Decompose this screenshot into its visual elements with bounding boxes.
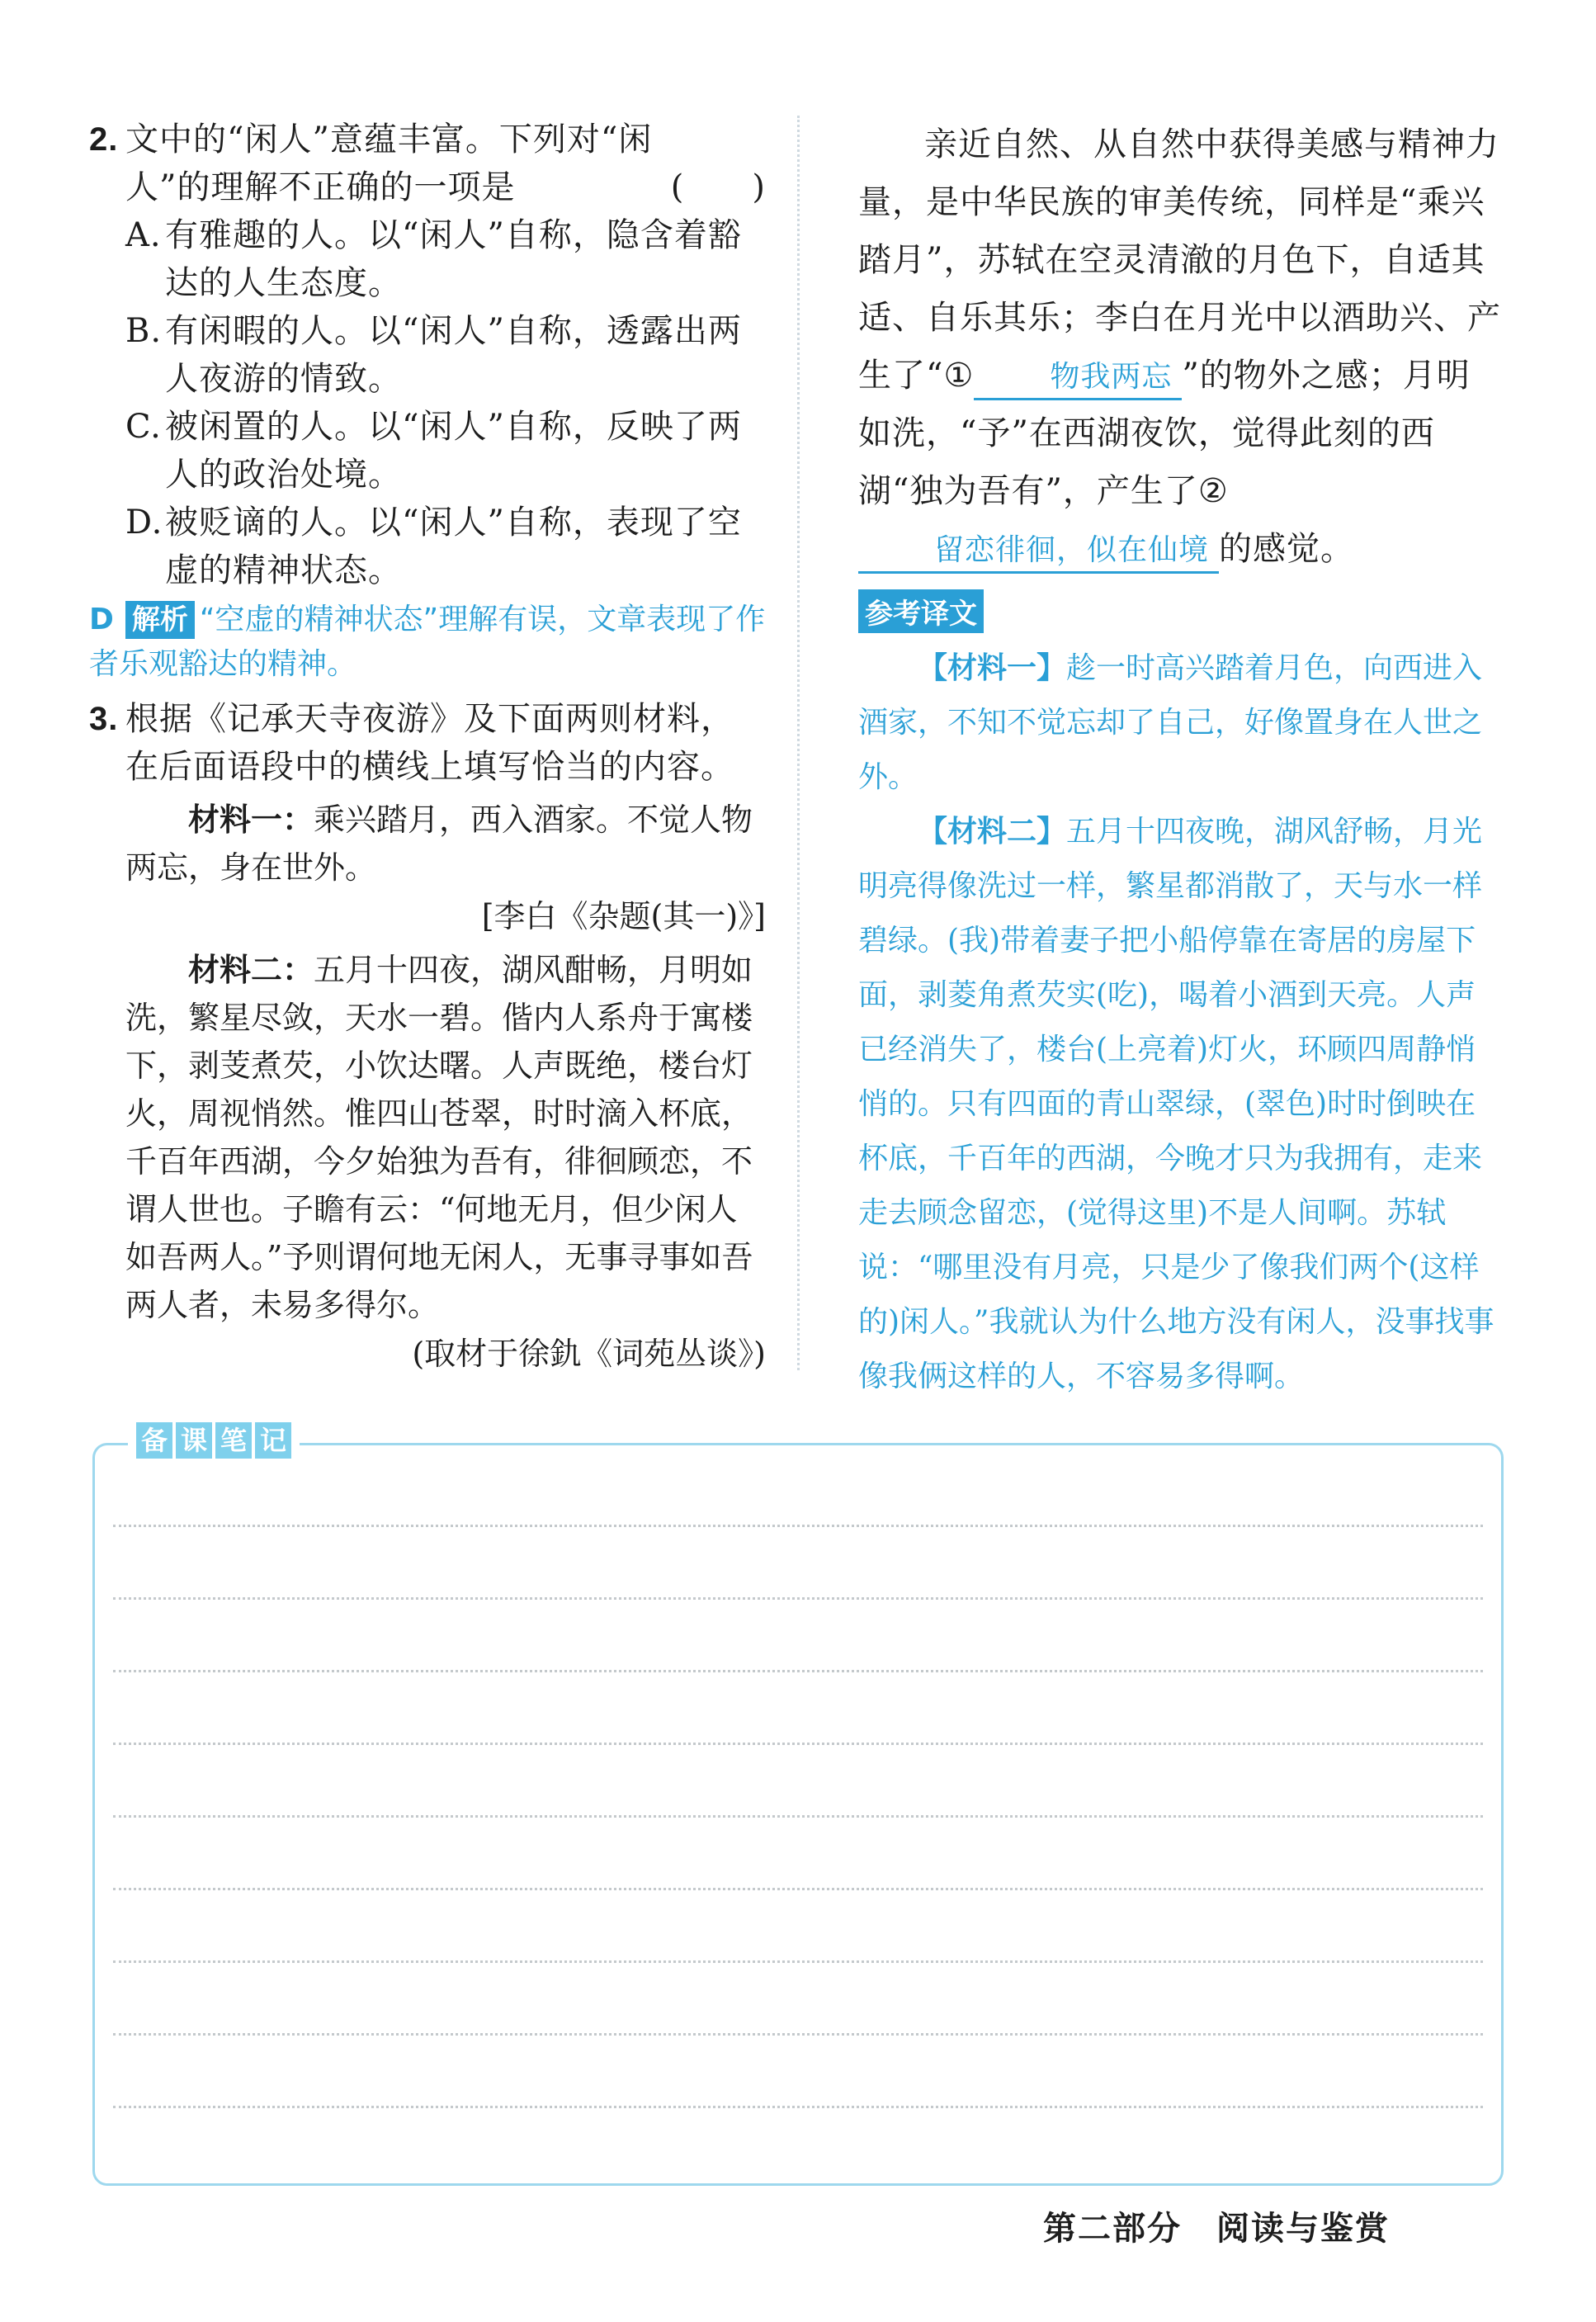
blank-answer-2: 留恋徘徊，似在仙境 [858, 530, 1219, 574]
notes-line[interactable] [113, 1815, 1483, 1818]
notes-line[interactable] [113, 2106, 1483, 2108]
column-divider [797, 116, 800, 1370]
question-2 [89, 116, 766, 211]
lesson-notes-box [92, 1425, 1504, 2186]
analysis-text: “空虚的精神状态”理解有误，文章表现了作者乐观豁达的精神。 [89, 603, 766, 681]
lesson-notes-title [128, 1422, 300, 1459]
material-2-label: 材料二： [188, 952, 314, 988]
answer-letter: D [89, 603, 114, 636]
notes-line[interactable] [113, 1888, 1483, 1890]
notes-line[interactable] [113, 2033, 1483, 2036]
passage-part-2: ”的物外之感；月明如洗，“予”在西湖夜饮，觉得此刻的西湖“独为吾有”，产生了 [858, 357, 1471, 510]
option-key: C. [125, 408, 162, 446]
notes-title-char: 备 [136, 1422, 172, 1459]
material-2-source: (取材于徐釚《词苑丛谈》) [412, 1336, 766, 1372]
analysis-tag: 解析 [125, 601, 195, 639]
translation-1 [858, 641, 1502, 805]
notes-line[interactable] [113, 1743, 1483, 1745]
fill-in-passage [858, 116, 1502, 578]
option-text: 被贬谪的人。以“闲人”自称，表现了空虚的精神状态。 [165, 504, 742, 589]
material-1-label: 材料一： [188, 802, 314, 838]
material-1-text: 乘兴踏月，西入酒家。不觉人物两忘，身在世外。 [125, 802, 753, 886]
question-3-number: 3. [89, 701, 119, 737]
option-key: D. [125, 504, 163, 541]
option-b [89, 307, 766, 403]
materials [89, 796, 766, 1379]
translation-1-label: 【材料一】 [918, 651, 1067, 685]
translation-2-text: 五月十四夜晚，湖风舒畅，月光明亮得像洗过一样，繁星都消散了，天与水一样碧绿。(我)带着妻子把小船停靠在寄居的房屋下面，剥菱角煮芡实(吃)，喝着小酒到天亮。人声已经消失了，楼台(上亮着)灯火，环顾四周静悄悄的。只有四面的青山翠绿，(翠色)时时倒映在杯底，千百年的西湖，今晚才只为我拥有，走来走去顾念留恋，(觉得这里)不是人间啊。苏轼说：“哪里没有月亮，只是少了像我们两个(这样的)闲人。”我就认为什么地方没有闲人，没事找事像我俩这样的人，不容易多得啊。 [858, 815, 1494, 1393]
question-2-answer [89, 598, 766, 687]
material-2 [125, 946, 766, 1329]
notes-title-char: 记 [255, 1422, 291, 1459]
option-a [89, 211, 766, 307]
left-column [89, 116, 766, 1379]
answer-paren: ( ) [670, 168, 766, 206]
question-2-stem: 文中的“闲人”意蕴丰富。下列对“闲人”的理解不正确的一项是 [125, 121, 653, 206]
notes-line[interactable] [113, 1960, 1483, 1963]
question-3 [89, 695, 766, 791]
option-key: B. [125, 312, 163, 350]
right-column [858, 116, 1502, 1404]
question-2-number: 2. [89, 121, 119, 158]
blank-marker-1: ① [943, 357, 975, 395]
notes-line[interactable] [113, 1525, 1483, 1527]
option-text: 有雅趣的人。以“闲人”自称，隐含着豁达的人生态度。 [165, 216, 742, 302]
translation-1-text: 趁一时高兴踏着月色，向西进入酒家，不知不觉忘却了自己，好像置身在人世之外。 [858, 651, 1483, 794]
option-d [89, 499, 766, 594]
page-footer: 第二部分 阅读与鉴赏 [1043, 2210, 1390, 2248]
blank-marker-2: ② [1197, 472, 1229, 510]
option-text: 有闲暇的人。以“闲人”自称，透露出两人夜游的情致。 [165, 312, 742, 398]
passage-part-3: 的感觉。 [1219, 530, 1355, 568]
question-3-stem: 根据《记承天寺夜游》及下面两则材料，在后面语段中的横线上填写恰当的内容。 [125, 700, 734, 786]
passage-part-1: 亲近自然、从自然中获得美感与精神力量，是中华民族的审美传统，同样是“乘兴踏月”，苏轼在空灵清澈的月色下，自适其适、自乐其乐；李白在月光中以酒助兴、产生了“ [858, 125, 1501, 395]
material-1 [125, 796, 766, 891]
option-c [89, 403, 766, 499]
notes-line[interactable] [113, 1670, 1483, 1672]
option-key: A. [125, 216, 162, 254]
notes-line[interactable] [113, 1597, 1483, 1600]
translation-2 [858, 805, 1502, 1404]
material-1-source: [李白《杂题(其一)》] [481, 898, 766, 934]
option-text: 被闲置的人。以“闲人”自称，反映了两人的政治处境。 [165, 408, 742, 494]
reference-translation-title: 参考译文 [858, 589, 984, 633]
material-2-text: 五月十四夜，湖风酣畅，月明如洗，繁星尽敛，天水一碧。偕内人系舟于寓楼下，剥芰煮芡，小饮达曙。人声既绝，楼台灯火，周视悄然。惟四山苍翠，时时滴入杯底，千百年西湖，今夕始独为吾有，徘徊顾恋，不谓人世也。子瞻有云：“何地无月，但少闲人如吾两人。”予则谓何地无闲人，无事寻事如吾两人者，未易多得尔。 [125, 952, 753, 1323]
blank-answer-1: 物我两忘 [974, 357, 1182, 400]
notes-title-char: 课 [176, 1422, 212, 1459]
translation-2-label: 【材料二】 [918, 815, 1067, 849]
notes-title-char: 笔 [215, 1422, 252, 1459]
